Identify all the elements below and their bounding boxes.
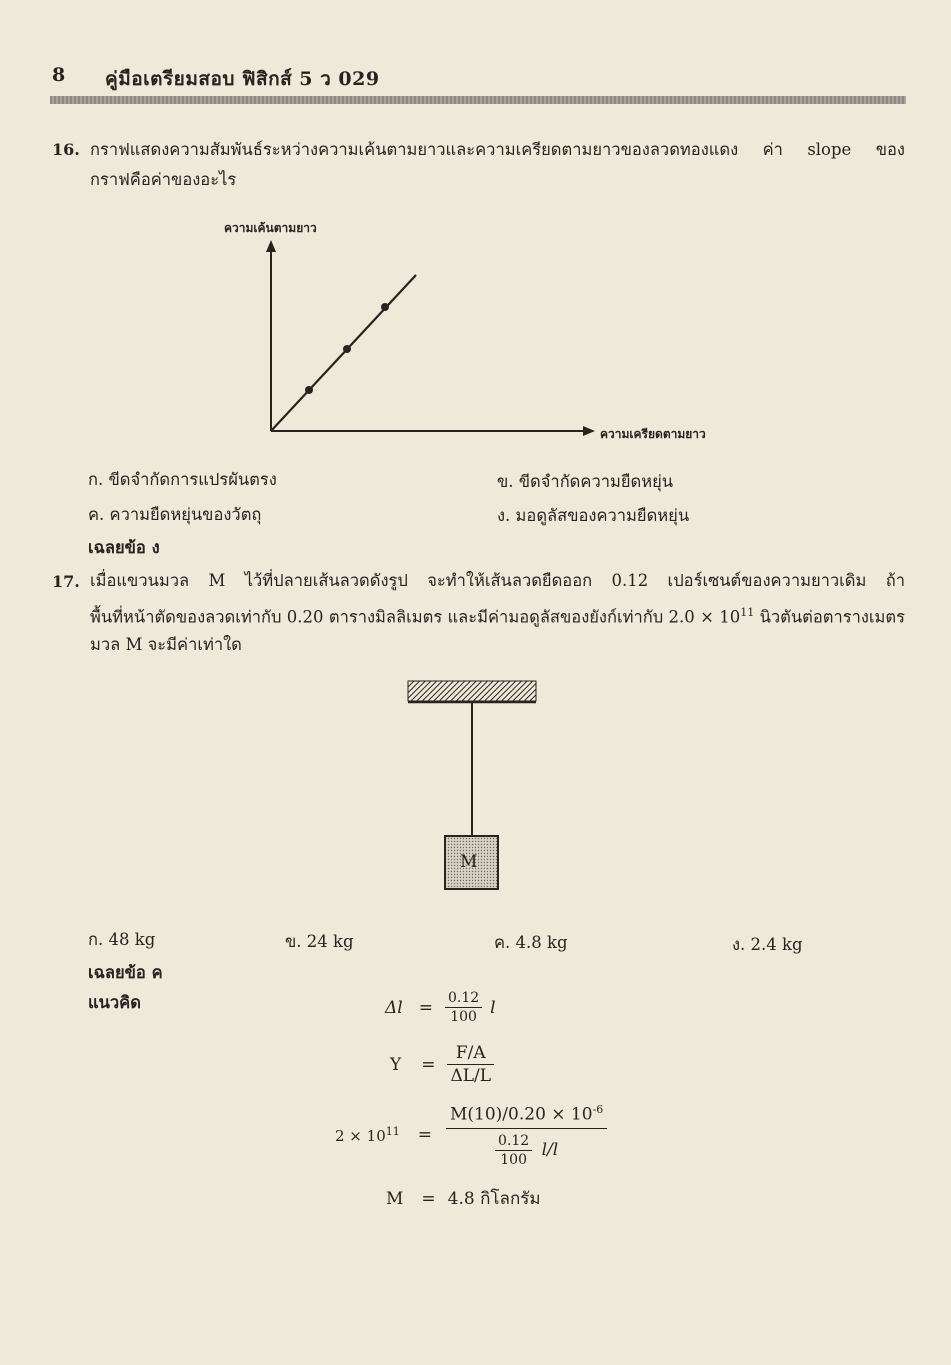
q16-option-c: ค. ความยืดหยุ่นของวัตถุ: [88, 505, 262, 524]
x-axis-arrow: [583, 426, 595, 436]
q16-text-line2: กราฟคือค่าของอะไร: [90, 170, 237, 189]
q17-option-a: ก. 48 kg: [88, 930, 156, 949]
q17-number: 17.: [52, 572, 80, 591]
q17-option-b: ข. 24 kg: [285, 932, 354, 951]
equation-3: $2 \times 10^{11}$ = $M(10)/0.20 \times 10^{-6}$ $\frac{0.12}{100}$ l/l: [335, 1103, 607, 1168]
q16-text-line1: กราฟแสดงความสัมพันธ์ระหว่างความเค้นตามยาวและความเครียดตามยาวของลวดทองแดง ค่า slope ของ: [90, 140, 905, 159]
y-axis-label: ความเค้นตามยาว: [224, 221, 317, 235]
y-axis-arrow: [266, 240, 276, 252]
q16-option-b: ข. ขีดจำกัดความยืดหยุ่น: [497, 472, 674, 491]
q16-option-d: ง. มอดูลัสของความยืดหยุ่น: [497, 506, 690, 525]
page-number: 8: [52, 64, 66, 86]
q16-answer: เฉลยข้อ ง: [88, 538, 160, 557]
book-title: คู่มือเตรียมสอบ ฟิสิกส์ 5 ว 029: [105, 68, 380, 90]
q17-text-line1: เมื่อแขวนมวล M ไว้ที่ปลายเส้นลวดดังรูป จะทำให้เส้นลวดยืดออก 0.12 เปอร์เซนต์ของความยาวเดิม ถ้า: [90, 571, 905, 590]
equation-1: Δl = $\frac{0.12}{100}$ l: [385, 990, 496, 1025]
q17-option-d: ง. 2.4 kg: [732, 935, 803, 954]
equation-4: M = 4.8 กิโลกรัม: [386, 1188, 541, 1209]
q17-text-line2: พื้นที่หน้าตัดของลวดเท่ากับ 0.20 ตารางมิลลิเมตร และมีค่ามอดูลัสของยังก์เท่ากับ $2.0 \times 10^{11}$ นิวตันต่อตารางเมตร: [90, 606, 905, 627]
ceiling-support: [408, 681, 536, 701]
mass-label: M: [460, 852, 478, 872]
x-axis-label: ความเครียดตามยาว: [600, 427, 706, 441]
stress-strain-graph: [240, 238, 612, 450]
data-point: [343, 345, 351, 353]
data-point: [305, 386, 313, 394]
header-rule: [50, 96, 906, 104]
linear-line: [271, 275, 416, 431]
q17-option-c: ค. 4.8 kg: [494, 933, 568, 952]
data-point: [381, 303, 389, 311]
q16-option-a: ก. ขีดจำกัดการแปรผันตรง: [88, 470, 277, 489]
equation-2: Y = $\frac{F/A}{\Delta L/L}$: [390, 1043, 494, 1086]
q17-answer: เฉลยข้อ ค: [88, 963, 163, 982]
q17-text-line3: มวล M จะมีค่าเท่าใด: [90, 635, 242, 654]
solution-label: แนวคิด: [88, 993, 141, 1012]
q16-number: 16.: [52, 140, 80, 159]
